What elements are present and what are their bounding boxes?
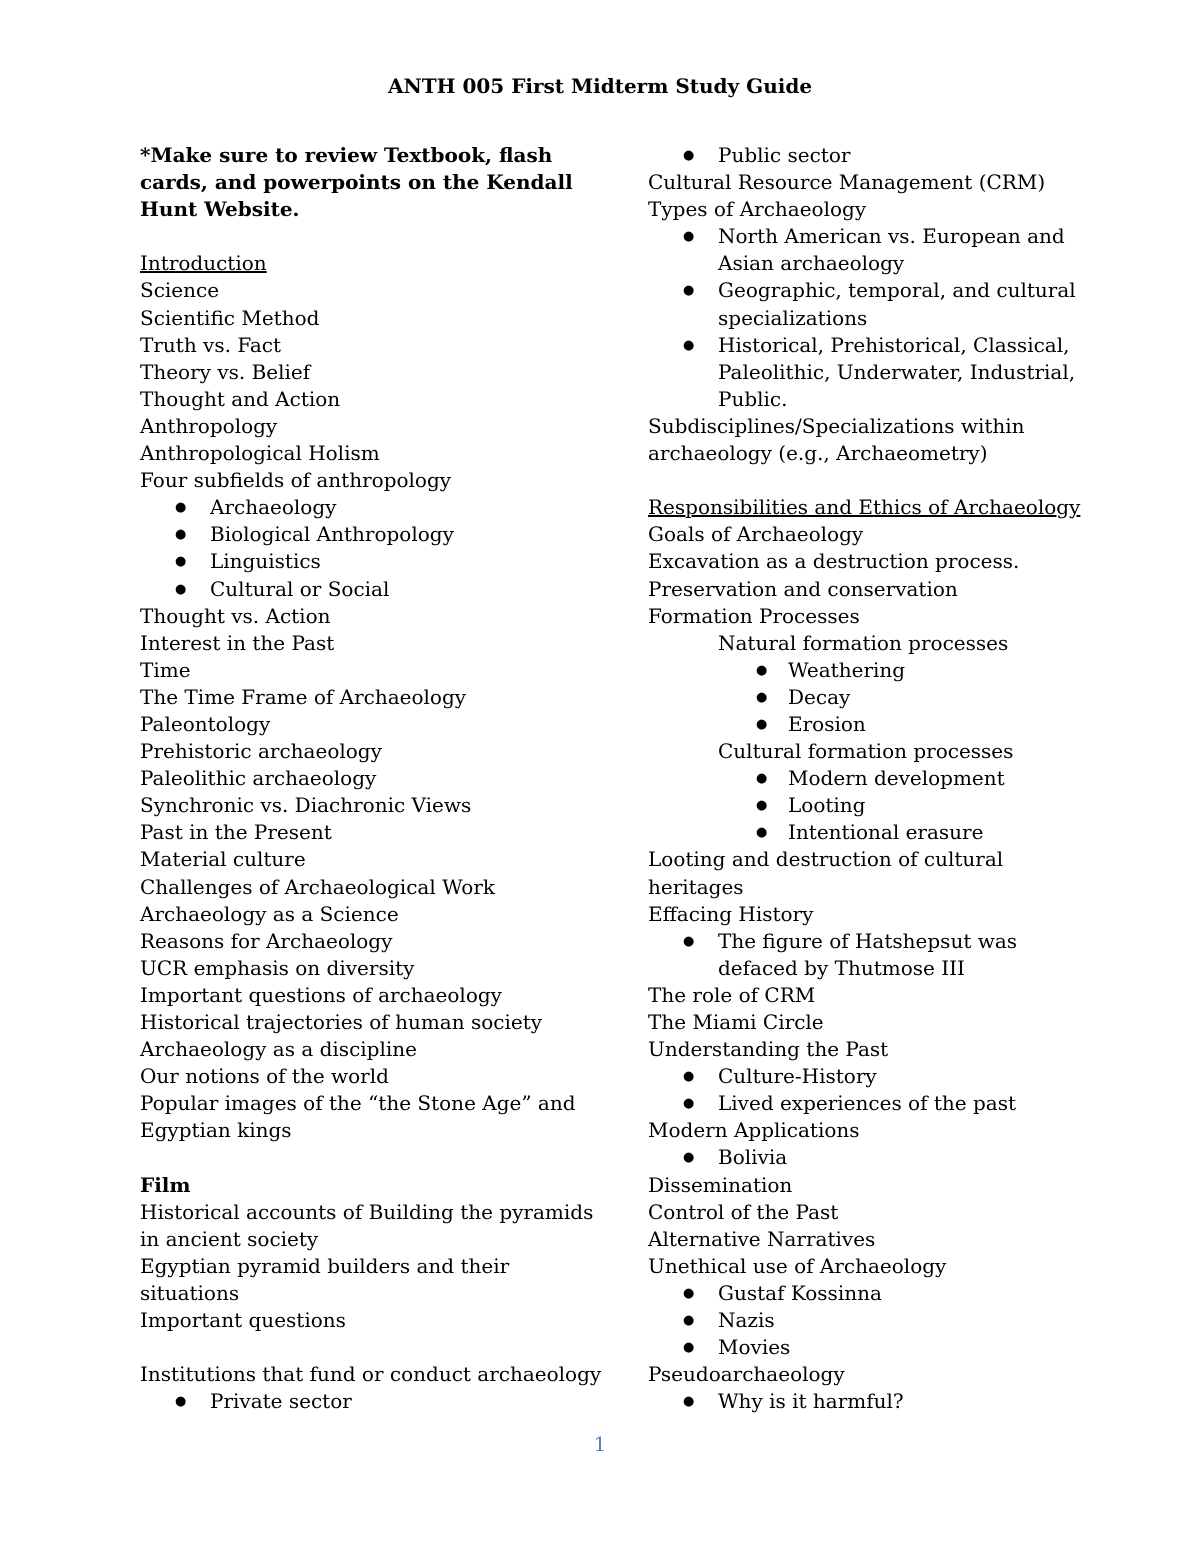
topic-line: Modern Applications — [648, 1118, 860, 1143]
bullet-item: ● Lived experiences of the past — [648, 1090, 1088, 1117]
topic-line: UCR emphasis on diversity — [140, 955, 415, 980]
topic-line: Our notions of the world — [140, 1064, 389, 1089]
topic-line: Excavation as a destruction process. — [648, 549, 1020, 574]
topic-line: The Miami Circle — [648, 1010, 824, 1034]
topic-line: Paleolithic archaeology — [140, 766, 377, 791]
topic-line: Reasons for Archaeology — [140, 928, 393, 953]
bullet-item: ● Bolivia — [648, 1144, 1088, 1171]
topic-line: Archaeology as a discipline — [140, 1037, 417, 1062]
topic-line: Material culture — [140, 847, 306, 872]
topic-line: Goals of Archaeology — [648, 522, 864, 547]
document-title: ANTH 005 First Midterm Study Guide — [387, 74, 813, 98]
topic-line: Egyptian pyramid builders and their situations — [140, 1253, 510, 1305]
left-column — [140, 142, 610, 1415]
topic-line: Paleontology — [140, 711, 271, 736]
topic-line: Challenges of Archaeological Work — [140, 874, 495, 899]
bullet-item: ● Why is it harmful? — [648, 1388, 1088, 1415]
bullet-item: ● Cultural or Social — [140, 576, 610, 603]
blank-line — [140, 1144, 610, 1171]
topic-line: Formation Processes — [648, 603, 860, 628]
subtopic-line: Natural formation processes — [718, 630, 1009, 655]
topic-line: Preservation and conservation — [648, 576, 958, 601]
bullet-item: ● North American vs. European and Asian archaeology — [648, 223, 1088, 277]
topic-line: Time — [140, 657, 191, 682]
topic-line: Interest in the Past — [140, 630, 335, 655]
sub-bullet-item: ● Erosion — [648, 711, 1088, 738]
bullet-item: ● The figure of Hatshepsut was defaced by Thutmose III — [648, 928, 1088, 982]
sub-bullet-item: ● Weathering — [648, 657, 1088, 684]
topic-line: Pseudoarchaeology — [648, 1362, 845, 1387]
topic-line: Synchronic vs. Diachronic Views — [140, 793, 472, 818]
sub-bullet-item: ● Intentional erasure — [648, 819, 1088, 846]
page-number: 1 — [593, 1432, 607, 1456]
topic-line: Four subfields of anthropology — [140, 468, 452, 493]
topic-line: Anthropological Holism — [140, 441, 380, 466]
topic-line: Understanding the Past — [648, 1037, 889, 1062]
bold-heading: *Make sure to review Textbook, flash cards, and powerpoints on the Kendall Hunt Website. — [140, 143, 573, 222]
bullet-item: ● Public sector — [648, 142, 1088, 169]
topic-line: Past in the Present — [140, 820, 332, 845]
topic-line: Institutions that fund or conduct archaeology — [140, 1362, 602, 1387]
blank-line — [140, 1334, 610, 1361]
topic-line: Prehistoric archaeology — [140, 739, 382, 764]
topic-line: Looting and destruction of cultural heritages — [648, 847, 1004, 899]
bullet-item: ● Nazis — [648, 1307, 1088, 1334]
bullet-item: ● Linguistics — [140, 548, 610, 575]
topic-line: Effacing History — [648, 901, 814, 926]
topic-line: Unethical use of Archaeology — [648, 1253, 947, 1278]
topic-line: Anthropology — [140, 413, 278, 438]
bullet-item: ● Gustaf Kossinna — [648, 1280, 1088, 1307]
topic-line: Theory vs. Belief — [140, 359, 311, 384]
bullet-item: ● Movies — [648, 1334, 1088, 1361]
topic-line: Important questions — [140, 1308, 346, 1333]
topic-line: The role of CRM — [648, 982, 816, 1007]
bullet-item: ● Historical, Prehistorical, Classical, Paleolithic, Underwater, Industrial, Public. — [648, 332, 1088, 413]
topic-line: Control of the Past — [648, 1199, 839, 1224]
topic-line: Important questions of archaeology — [140, 982, 502, 1007]
bullet-item: ● Biological Anthropology — [140, 521, 610, 548]
subtopic-line: Cultural formation processes — [718, 739, 1014, 764]
section-heading: Introduction — [140, 251, 267, 276]
topic-line: Science — [140, 278, 220, 303]
topic-line: Archaeology as a Science — [140, 901, 399, 926]
topic-line: Cultural Resource Management (CRM) — [648, 170, 1046, 195]
bullet-item: ● Geographic, temporal, and cultural specializations — [648, 277, 1088, 331]
topic-line: Types of Archaeology — [648, 197, 867, 222]
blank-line — [648, 467, 1088, 494]
topic-line: Thought vs. Action — [140, 603, 331, 628]
topic-line: Subdisciplines/Specializations within archaeology (e.g., Archaeometry) — [648, 413, 1025, 466]
sub-bullet-item: ● Modern development — [648, 765, 1088, 792]
topic-line: Historical accounts of Building the pyramids in ancient society — [140, 1199, 594, 1251]
blank-line — [140, 223, 610, 250]
topic-line: Alternative Narratives — [648, 1226, 876, 1251]
topic-line: Dissemination — [648, 1172, 793, 1197]
topic-line: Historical trajectories of human society — [140, 1010, 543, 1034]
bold-heading: Film — [140, 1172, 191, 1197]
sub-bullet-item: ● Decay — [648, 684, 1088, 711]
bullet-item: ● Culture-History — [648, 1063, 1088, 1090]
right-column — [648, 142, 1088, 1415]
section-heading: Responsibilities and Ethics of Archaeology — [648, 495, 1081, 520]
topic-line: Scientific Method — [140, 305, 320, 330]
bullet-item: ● Private sector — [140, 1388, 610, 1415]
topic-line: Thought and Action — [140, 386, 341, 411]
topic-line: Popular images of the “the Stone Age” and Egyptian kings — [140, 1091, 576, 1143]
topic-line: Truth vs. Fact — [140, 332, 282, 357]
topic-line: The Time Frame of Archaeology — [140, 684, 467, 709]
bullet-item: ● Archaeology — [140, 494, 610, 521]
sub-bullet-item: ● Looting — [648, 792, 1088, 819]
